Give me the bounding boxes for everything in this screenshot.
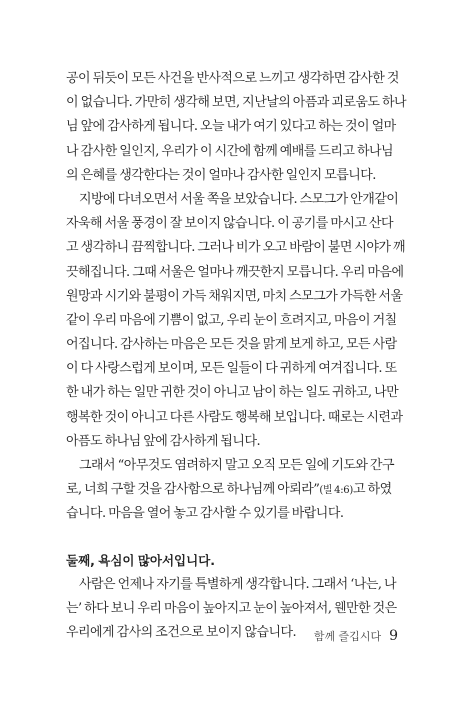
text-line: 어집니다. 감사하는 마음은 모든 것을 맑게 보게 하고, 모든 사람 bbox=[66, 337, 397, 353]
text-line: 지방에 다녀오면서 서울 쪽을 보았습니다. 스모그가 안개같이 bbox=[79, 191, 399, 207]
text-line bbox=[66, 481, 418, 505]
text-line: 는’ 하다 보니 우리 마음이 높아지고 눈이 높아져서, 웬만한 것은 bbox=[66, 600, 397, 616]
page-number: 9 bbox=[389, 628, 398, 644]
body-text bbox=[66, 70, 418, 648]
text-line: 같이 우리 마음에 기쁨이 없고, 우리 눈이 흐려지고, 마음이 거칠 bbox=[66, 312, 397, 328]
text-line: 끗해집니다. 그때 서울은 얼마나 깨끗한지 모릅니다. 우리 마음에 bbox=[66, 264, 404, 280]
text-line: 공이 뒤듯이 모든 사건을 반사적으로 느끼고 생각하면 감사한 것 bbox=[66, 71, 399, 86]
text-line: 나 감사한 일인지, 우리가 이 시간에 함께 예배를 드리고 하나님 bbox=[66, 143, 394, 159]
scripture-reference: (빌 4:6) bbox=[319, 485, 353, 497]
text-line: 고 생각하니 끔찍합니다. 그러나 비가 오고 바람이 불면 시야가 깨 bbox=[66, 240, 406, 256]
text-line: 님 앞에 감사하게 됩니다. 오늘 내가 여기 있다고 하는 것이 얼마 bbox=[66, 119, 396, 135]
text-line: 의 은혜를 생각한다는 것이 얼마나 감사한 일인지 모릅니다. bbox=[66, 167, 376, 183]
paragraph-2 bbox=[66, 191, 418, 457]
text-line: 한 내가 하는 일만 귀한 것이 아니고 남이 하는 일도 귀하고, 나만 bbox=[66, 385, 399, 401]
paragraph-3 bbox=[66, 457, 418, 530]
page-footer bbox=[314, 628, 398, 644]
text-fragment: 고 하였 bbox=[352, 482, 392, 498]
text-line: 자욱해 서울 풍경이 잘 보이지 않습니다. 이 공기를 마시고 산다 bbox=[66, 216, 394, 232]
text-line: 이 없습니다. 가만히 생각해 보면, 지난날의 아픔과 괴로움도 하나 bbox=[66, 95, 407, 111]
section-heading: 둘째, 욕심이 많아서입니다. bbox=[66, 552, 216, 568]
scripture-quote-end: 로, 너희 구할 것을 감사함으로 하나님께 아뢰라” bbox=[66, 482, 320, 498]
text-line: 그래서 “아무것도 염려하지 말고 오직 모든 일에 기도와 간구 bbox=[79, 458, 394, 473]
text-line: 행복한 것이 아니고 다른 사람도 행복해 보입니다. 때로는 시련과 bbox=[66, 409, 403, 425]
section-spacer bbox=[66, 530, 418, 552]
paragraph-1 bbox=[66, 70, 418, 191]
text-line: 우리에게 감사의 조건으로 보이지 않습니다. bbox=[66, 625, 297, 641]
text-line: 이 다 사랑스럽게 보이며, 모든 일들이 다 귀하게 여겨집니다. 또 bbox=[66, 361, 397, 377]
text-line: 아픔도 하나님 앞에 감사하게 됩니다. bbox=[66, 433, 261, 449]
running-title: 함께 즐깁시다 bbox=[313, 630, 382, 643]
text-line: 사람은 언제나 자기를 특별하게 생각합니다. 그래서 ‘나는, 나 bbox=[79, 576, 397, 592]
text-line: 원망과 시기와 불평이 가득 채워지면, 마치 스모그가 가득한 서울 bbox=[66, 288, 403, 304]
text-line: 습니다. 마음을 열어 놓고 감사할 수 있기를 바랍니다. bbox=[66, 506, 344, 522]
